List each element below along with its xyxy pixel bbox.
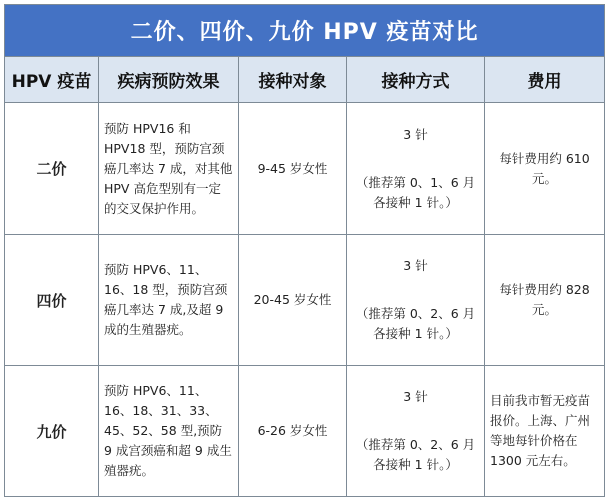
- method-cell: [347, 103, 485, 235]
- dose-count: 3 针: [403, 389, 428, 404]
- table-row: [5, 366, 605, 497]
- header-cost: 费用: [485, 57, 605, 103]
- cost-cell: 目前我市暂无疫苗报价。上海、广州等地每针价格在 1300 元左右。: [485, 366, 605, 497]
- header-target: 接种对象: [239, 57, 347, 103]
- cost-cell: 每针费用约 828 元。: [485, 235, 605, 366]
- target-cell: 9-45 岁女性: [239, 103, 347, 235]
- table-row: [5, 103, 605, 235]
- effect-cell: 预防 HPV6、11、16、18 型，预防宫颈癌几率达 7 成,及超 9 成的生殖器疣。: [99, 235, 239, 366]
- comparison-table: [4, 4, 605, 497]
- dose-schedule: （推荐第 0、1、6 月各接种 1 针。）: [355, 174, 476, 210]
- method-cell: [347, 366, 485, 497]
- header-effect: 疾病预防效果: [99, 57, 239, 103]
- table-row: [5, 235, 605, 366]
- dose-count: 3 针: [403, 126, 428, 142]
- table-title: 二价、四价、九价 HPV 疫苗对比: [5, 5, 605, 57]
- vaccine-name: 四价: [5, 235, 99, 366]
- vaccine-name: 二价: [5, 103, 99, 235]
- target-cell: 20-45 岁女性: [239, 235, 347, 366]
- dose-count: 3 针: [403, 258, 428, 273]
- dose-schedule: （推荐第 0、2、6 月各接种 1 针。）: [355, 437, 476, 472]
- dose-schedule: （推荐第 0、2、6 月各接种 1 针。）: [355, 306, 476, 341]
- effect-cell: 预防 HPV6、11、16、18、31、33、45、52、58 型,预防 9 成宫颈癌和超 9 成生殖器疣。: [99, 366, 239, 497]
- vaccine-name: 九价: [5, 366, 99, 497]
- header-method: 接种方式: [347, 57, 485, 103]
- vaccine-comparison: [4, 4, 604, 496]
- header-row: [5, 57, 605, 103]
- target-cell: 6-26 岁女性: [239, 366, 347, 497]
- header-vaccine: HPV 疫苗: [5, 57, 99, 103]
- cost-cell: 每针费用约 610 元。: [485, 103, 605, 235]
- effect-cell: 预防 HPV16 和 HPV18 型，预防宫颈癌几率达 7 成，对其他 HPV 高危型别有一定的交叉保护作用。: [99, 103, 239, 235]
- method-cell: [347, 235, 485, 366]
